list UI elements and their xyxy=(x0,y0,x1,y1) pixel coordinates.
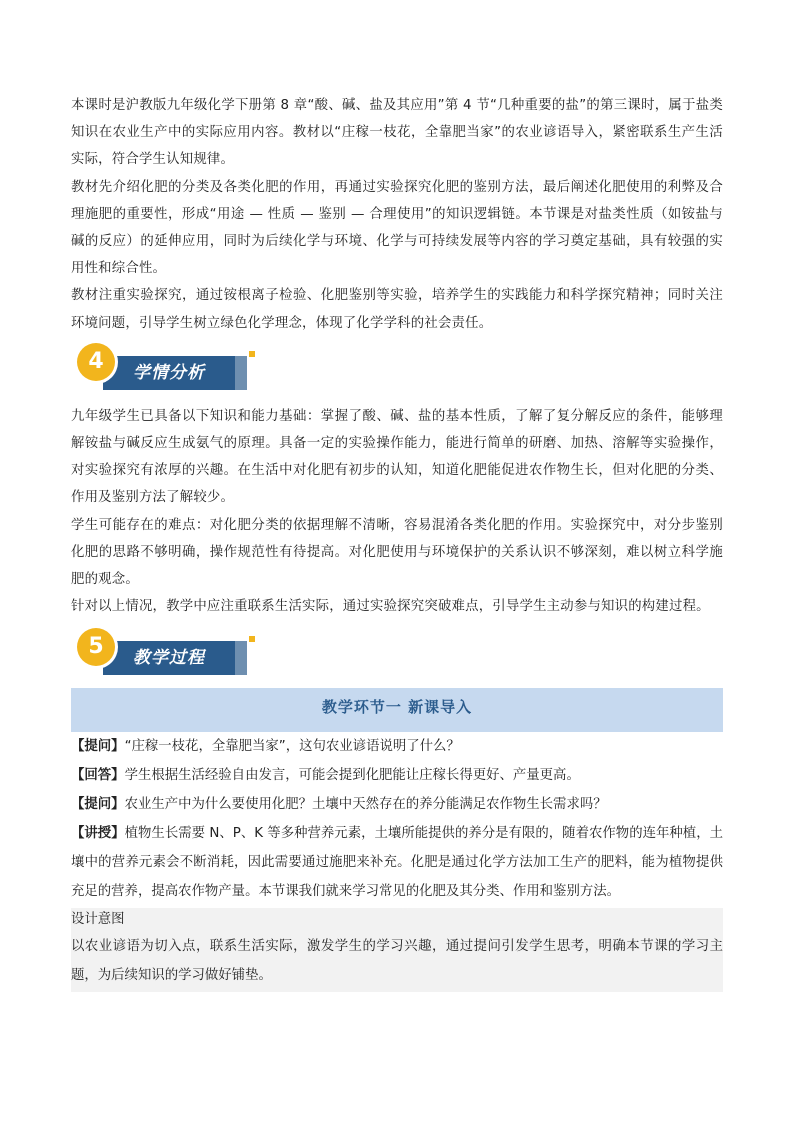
section-4-header xyxy=(71,343,723,403)
qa-item xyxy=(71,761,723,790)
document-body xyxy=(71,92,723,992)
qa-item xyxy=(71,790,723,819)
design-intent-text: 以农业谚语为切入点，联系生活实际，激发学生的学习兴趣，通过提问引发学生思考，明确本节课的学习主题，为后续知识的学习做好铺垫。 xyxy=(71,939,723,984)
qa-text: “庄稼一枝花，全靠肥当家”，这句农业谚语说明了什么？ xyxy=(124,739,460,755)
qa-tag: 【回答】 xyxy=(71,768,125,784)
qa-text: 植物生长需要 N、P、K 等多种营养元素，土壤所能提供的养分是有限的，随着农作物的连年种植，土壤中的营养元素会不断消耗，因此需要通过施肥来补充。化肥是通过化学方法加工生产的肥料，能为植物提供充足的营养，提高农作物产量。本节课我们就来学习常见的化肥及其分类、作用和鉴别方法。 xyxy=(71,826,724,900)
teaching-step-banner: 教学环节一 新课导入 xyxy=(71,688,723,732)
intro-paragraph-1: 本课时是沪教版九年级化学下册第 8 章“酸、碱、盐及其应用”第 4 节“几种重要的盐”的第三课时，属于盐类知识在农业生产中的实际应用内容。教材以“庄稼一枝花，全靠肥当家”的农业谚语导入，紧密联系生产生活实际，符合学生认知规律。 xyxy=(71,98,723,168)
title-bar-edge xyxy=(235,356,247,390)
title-bar-dot xyxy=(249,636,255,642)
section-5-header xyxy=(71,628,723,686)
qa-tag: 【提问】 xyxy=(71,797,125,813)
qa-tag: 【讲授】 xyxy=(71,826,125,842)
analysis-paragraph-3: 针对以上情况，教学中应注重联系生活实际，通过实验探究突破难点，引导学生主动参与知识的构建过程。 xyxy=(71,599,710,615)
intro-paragraph-3: 教材注重实验探究，通过铵根离子检验、化肥鉴别等实验，培养学生的实践能力和科学探究精神；同时关注环境问题，引导学生树立绿色化学理念，体现了化学学科的社会责任。 xyxy=(71,288,723,331)
intro-paragraph-2: 教材先介绍化肥的分类及各类化肥的作用，再通过实验探究化肥的鉴别方法，最后阐述化肥使用的利弊及合理施肥的重要性，形成“用途 — 性质 — 鉴别 — 合理使用”的知识逻辑链。本节课是对盐类性质（如铵盐与碱的反应）的延伸应用，同时为后续化学与环境、化学与可持续发展等内容的学习奠定基础，具有较强的实用性和综合性。 xyxy=(71,179,723,277)
section-title: 学情分析 xyxy=(103,356,235,390)
section-number-badge: 5 xyxy=(77,628,115,666)
qa-tag: 【提问】 xyxy=(71,739,125,755)
design-intent-box xyxy=(71,908,723,992)
qa-item xyxy=(71,819,723,906)
design-intent-title: 设计意图 xyxy=(71,912,125,928)
qa-text: 学生根据生活经验自由发言，可能会提到化肥能让庄稼长得更好、产量更高。 xyxy=(124,768,580,784)
analysis-paragraph-2: 学生可能存在的难点：对化肥分类的依据理解不清晰，容易混淆各类化肥的作用。实验探究中，对分步鉴别化肥的思路不够明确，操作规范性有待提高。对化肥使用与环境保护的关系认识不够深刻，难以树立科学施肥的观念。 xyxy=(71,517,723,588)
title-bar-dot xyxy=(249,351,255,357)
section-number-badge: 4 xyxy=(77,343,115,381)
qa-text: 农业生产中为什么要使用化肥？土壤中天然存在的养分能满足农作物生长需求吗？ xyxy=(124,797,607,813)
section-title: 教学过程 xyxy=(103,641,235,675)
qa-item xyxy=(71,732,723,761)
analysis-paragraph-1: 九年级学生已具备以下知识和能力基础：掌握了酸、碱、盐的基本性质，了解了复分解反应的条件，能够理解铵盐与碱反应生成氨气的原理。具备一定的实验操作能力，能进行简单的研磨、加热、溶解等实验操作，对实验探究有浓厚的兴趣。在生活中对化肥有初步的认知，知道化肥能促进农作物生长，但对化肥的分类、作用及鉴别方法了解较少。 xyxy=(71,408,723,506)
title-bar-edge xyxy=(235,641,247,675)
